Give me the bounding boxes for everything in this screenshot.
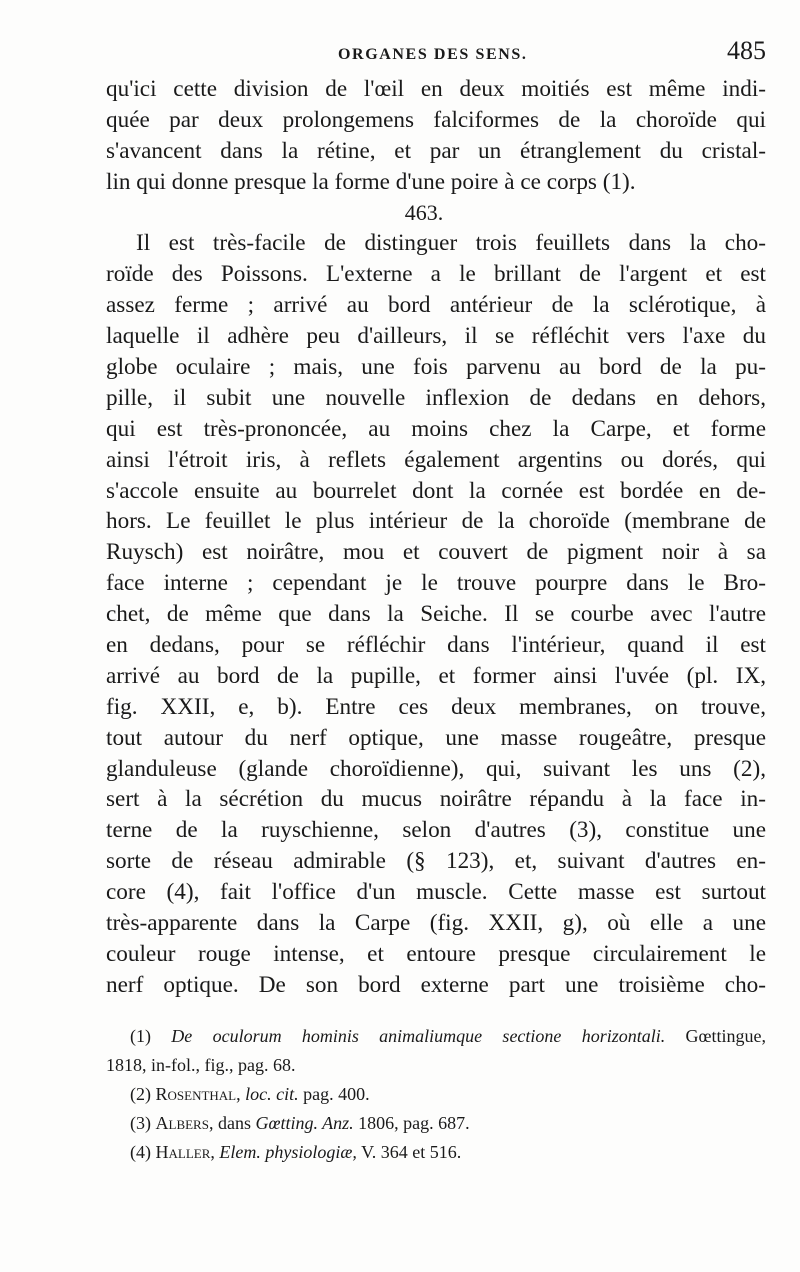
text-line: roïde des Poissons. L'externe a le brillant de l'argent et est xyxy=(106,261,766,288)
footnote-journal: Gœtting. Anz. xyxy=(255,1113,354,1133)
footnote-place: Gœttingue, xyxy=(685,1026,767,1046)
footnote-3 xyxy=(106,1109,766,1138)
section-number: 463. xyxy=(404,199,444,225)
text-line: s'accole ensuite au bourrelet dont la cornée est bordée en de- xyxy=(106,477,766,504)
footnote-author: Rosenthal, xyxy=(155,1084,241,1104)
text-line: assez ferme ; arrivé au bord antérieur de la sclérotique, à xyxy=(106,292,766,319)
text-line: sorte de réseau admirable (§ 123), et, suivant d'autres en- xyxy=(106,848,766,875)
text-line: tout autour du nerf optique, une masse rougeâtre, presque xyxy=(106,724,766,751)
text-line: sert à la sécrétion du mucus noirâtre répandu à la face in- xyxy=(106,786,766,813)
footnote-author: Haller, xyxy=(155,1142,215,1162)
text-line: face interne ; cependant je le trouve pourpre dans le Bro- xyxy=(106,570,766,597)
footnote-work: Elem. physiologiæ, xyxy=(219,1142,357,1162)
footnotes xyxy=(106,1022,766,1167)
footnote-rest: 1806, pag. 687. xyxy=(358,1113,470,1133)
footnote-pre: dans xyxy=(217,1113,251,1133)
text-line: core (4), fait l'office d'un muscle. Cette masse est surtout xyxy=(106,879,766,906)
text-line: lin qui donne presque la forme d'une poire à ce corps (1). xyxy=(106,168,636,195)
text-line: Ruysch) est noirâtre, mou et couvert de pigment noir à sa xyxy=(106,539,766,566)
page-number: 485 xyxy=(727,36,766,65)
text-line: Il est très-facile de distinguer trois feuillets dans la cho- xyxy=(136,230,766,257)
text-line: fig. XXII, e, b). Entre ces deux membranes, on trouve, xyxy=(106,693,766,720)
footnote-title: De oculorum hominis animaliumque sectione horizontali. xyxy=(171,1026,666,1046)
text-line: nerf optique. De son bord externe part une troisième cho- xyxy=(106,971,766,998)
text-line: en dedans, pour se réfléchir dans l'intérieur, quand il est xyxy=(106,632,766,659)
main-text xyxy=(106,74,766,1001)
footnote-ref: loc. cit. xyxy=(245,1084,299,1104)
text-line: qu'ici cette division de l'œil en deux moitiés est même indi- xyxy=(106,76,766,102)
footnote-2 xyxy=(106,1080,766,1109)
footnote-1 xyxy=(106,1022,766,1051)
running-head: ORGANES DES SENS. xyxy=(338,46,528,63)
footnote-author: Albers, xyxy=(155,1113,214,1133)
text-line: très-apparente dans la Carpe (fig. XXII, g), où elle a une xyxy=(106,910,766,937)
footnote-marker: (4) xyxy=(130,1142,151,1162)
text-line: laquelle il adhère peu d'ailleurs, il se réfléchit vers l'axe du xyxy=(106,323,766,350)
text-line: couleur rouge intense, et entoure presque circulairement le xyxy=(106,940,766,967)
text-line: quée par deux prolongemens falciformes de la choroïde qui xyxy=(106,106,766,133)
footnote-rest: pag. 400. xyxy=(303,1084,370,1104)
footnote-4 xyxy=(106,1138,766,1167)
text-line: chet, de même que dans la Seiche. Il se courbe avec l'autre xyxy=(106,601,766,628)
text-line: s'avancent dans la rétine, et par un étranglement du cristal- xyxy=(106,137,766,164)
text-line: globe oculaire ; mais, une fois parvenu au bord de la pu- xyxy=(106,354,766,381)
footnote-marker: (1) xyxy=(130,1026,151,1046)
text-line: glanduleuse (glande choroïdienne), qui, suivant les uns (2), xyxy=(106,755,766,782)
text-line: terne de la ruyschienne, selon d'autres (3), constitue une xyxy=(106,817,766,844)
text-line: qui est très-prononcée, au moins chez la Carpe, et forme xyxy=(106,415,766,442)
text-line: hors. Le feuillet le plus intérieur de la choroïde (membrane de xyxy=(106,508,766,535)
footnote-marker: (3) xyxy=(130,1113,151,1133)
text-line: ainsi l'étroit iris, à reflets également argentins ou dorés, qui xyxy=(106,446,766,473)
footnote-marker: (2) xyxy=(130,1084,151,1104)
footnote-rest: V. 364 et 516. xyxy=(361,1142,462,1162)
text-line: arrivé au bord de la pupille, et former ainsi l'uvée (pl. IX, xyxy=(106,662,766,689)
footnote-1-continuation: 1818, in-fol., fig., pag. 68. xyxy=(106,1055,296,1075)
text-line: pille, il subit une nouvelle inflexion de dedans en dehors, xyxy=(106,384,766,411)
page-header xyxy=(106,36,766,76)
